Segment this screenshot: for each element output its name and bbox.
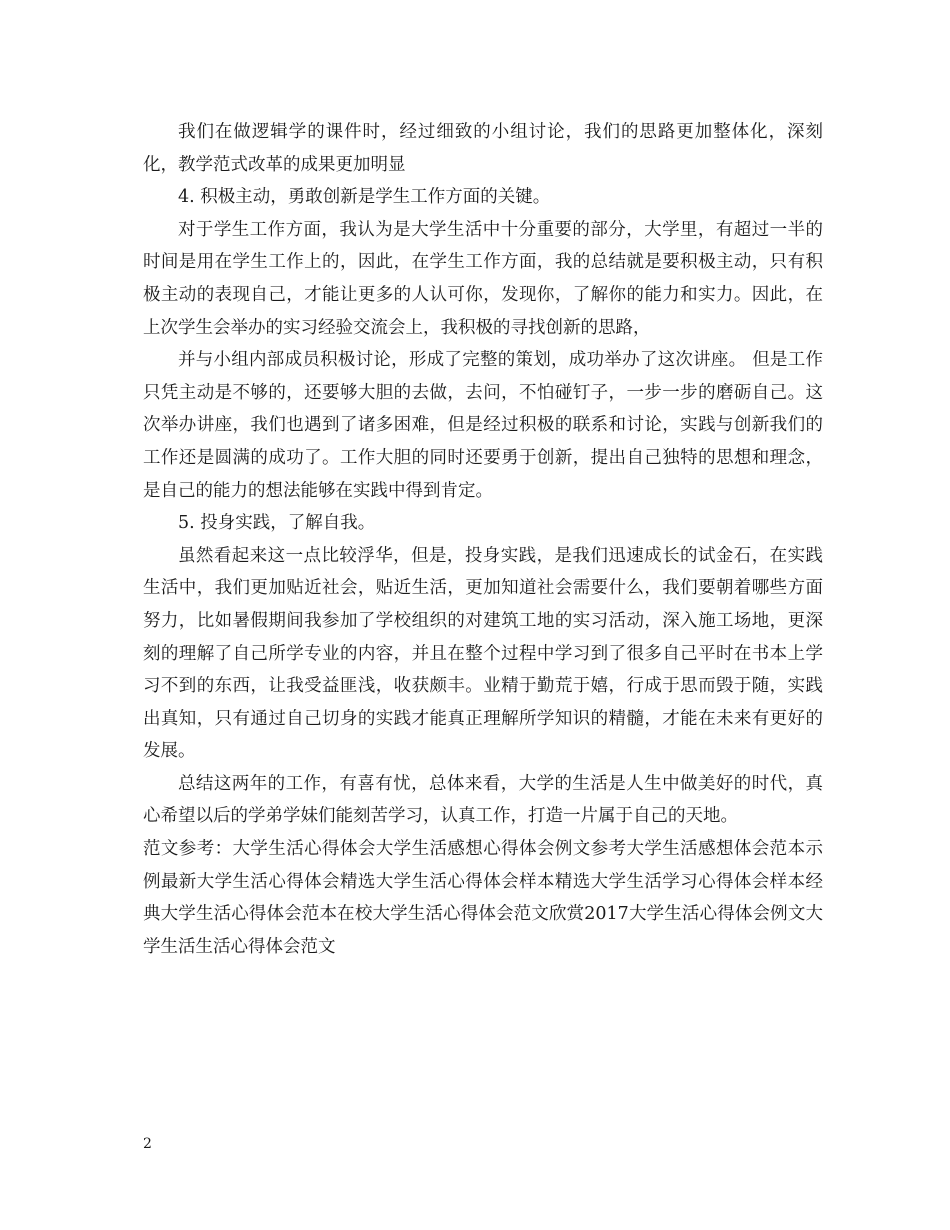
paragraph-lecture-organizing: 并与小组内部成员积极讨论，形成了完整的策划，成功举办了这次讲座。 但是工作只凭主动是不够的，还要够大胆的去做，去问，不怕碰钉子，一步一步的磨砺自己。这次举办讲座，我们也遇到了诸多困难，但是经过积极的联系和讨论，实践与创新我们的工作还是圆满的成功了。工作大胆的同时还要勇于创新，提出自己独特的思想和理念，是自己的能力的想法能够在实践中得到肯定。 bbox=[143, 350, 823, 501]
paragraph-student-work: 对于学生工作方面，我认为是大学生活中十分重要的部分，大学里，有超过一半的时间是用在学生工作上的，因此，在学生工作方面，我的总结就是要积极主动，只有积极主动的表现自己，才能让更多的人认可你，发现你，了解你的能力和实力。因此，在上次学生会举办的实习经验交流会上，我积极的寻找创新的思路， bbox=[143, 219, 823, 338]
heading-item-5: 5. 投身实践，了解自我。 bbox=[178, 513, 376, 534]
heading-item-4: 4. 积极主动，勇敢创新是学生工作方面的关键。 bbox=[178, 187, 551, 208]
paragraph-summary: 总结这两年的工作，有喜有忧，总体来看，大学的生活是人生中做美好的时代，真心希望以后的学弟学妹们能刻苦学习，认真工作，打造一片属于自己的天地。 bbox=[143, 773, 823, 827]
paragraph-logic-courseware: 我们在做逻辑学的课件时，经过细致的小组讨论，我们的思路更加整体化，深刻化，教学范式改革的成果更加明显 bbox=[143, 122, 823, 175]
paragraph-practice: 虽然看起来这一点比较浮华，但是，投身实践，是我们迅速成长的试金石，在实践生活中，我们更加贴近社会，贴近生活，更加知道社会需要什么，我们要朝着哪些方面努力，比如暑假期间我参加了学校组织的对建筑工地的实习活动，深入施工场地，更深刻的理解了自己所学专业的内容，并且在整个过程中学习到了很多自己平时在书本上学习不到的东西，让我受益匪浅，收获颇丰。业精于勤荒于嬉，行成于思而毁于随，实践出真知，只有通过自己切身的实践才能真正理解所学知识的精髓，才能在未来有更好的发展。 bbox=[143, 545, 823, 762]
paragraph-reference-list: 范文参考：大学生活心得体会大学生活感想心得体会例文参考大学生活感想体会范本示例最新大学生活心得体会精选大学生活心得体会样本精选大学生活学习心得体会样本经典大学生活心得体会范本在校大学生活心得体会范文欣赏2017大学生活心得体会例文大学生活生活心得体会范文 bbox=[143, 839, 823, 957]
page-number: 2 bbox=[143, 1136, 152, 1152]
document-body bbox=[143, 116, 823, 963]
